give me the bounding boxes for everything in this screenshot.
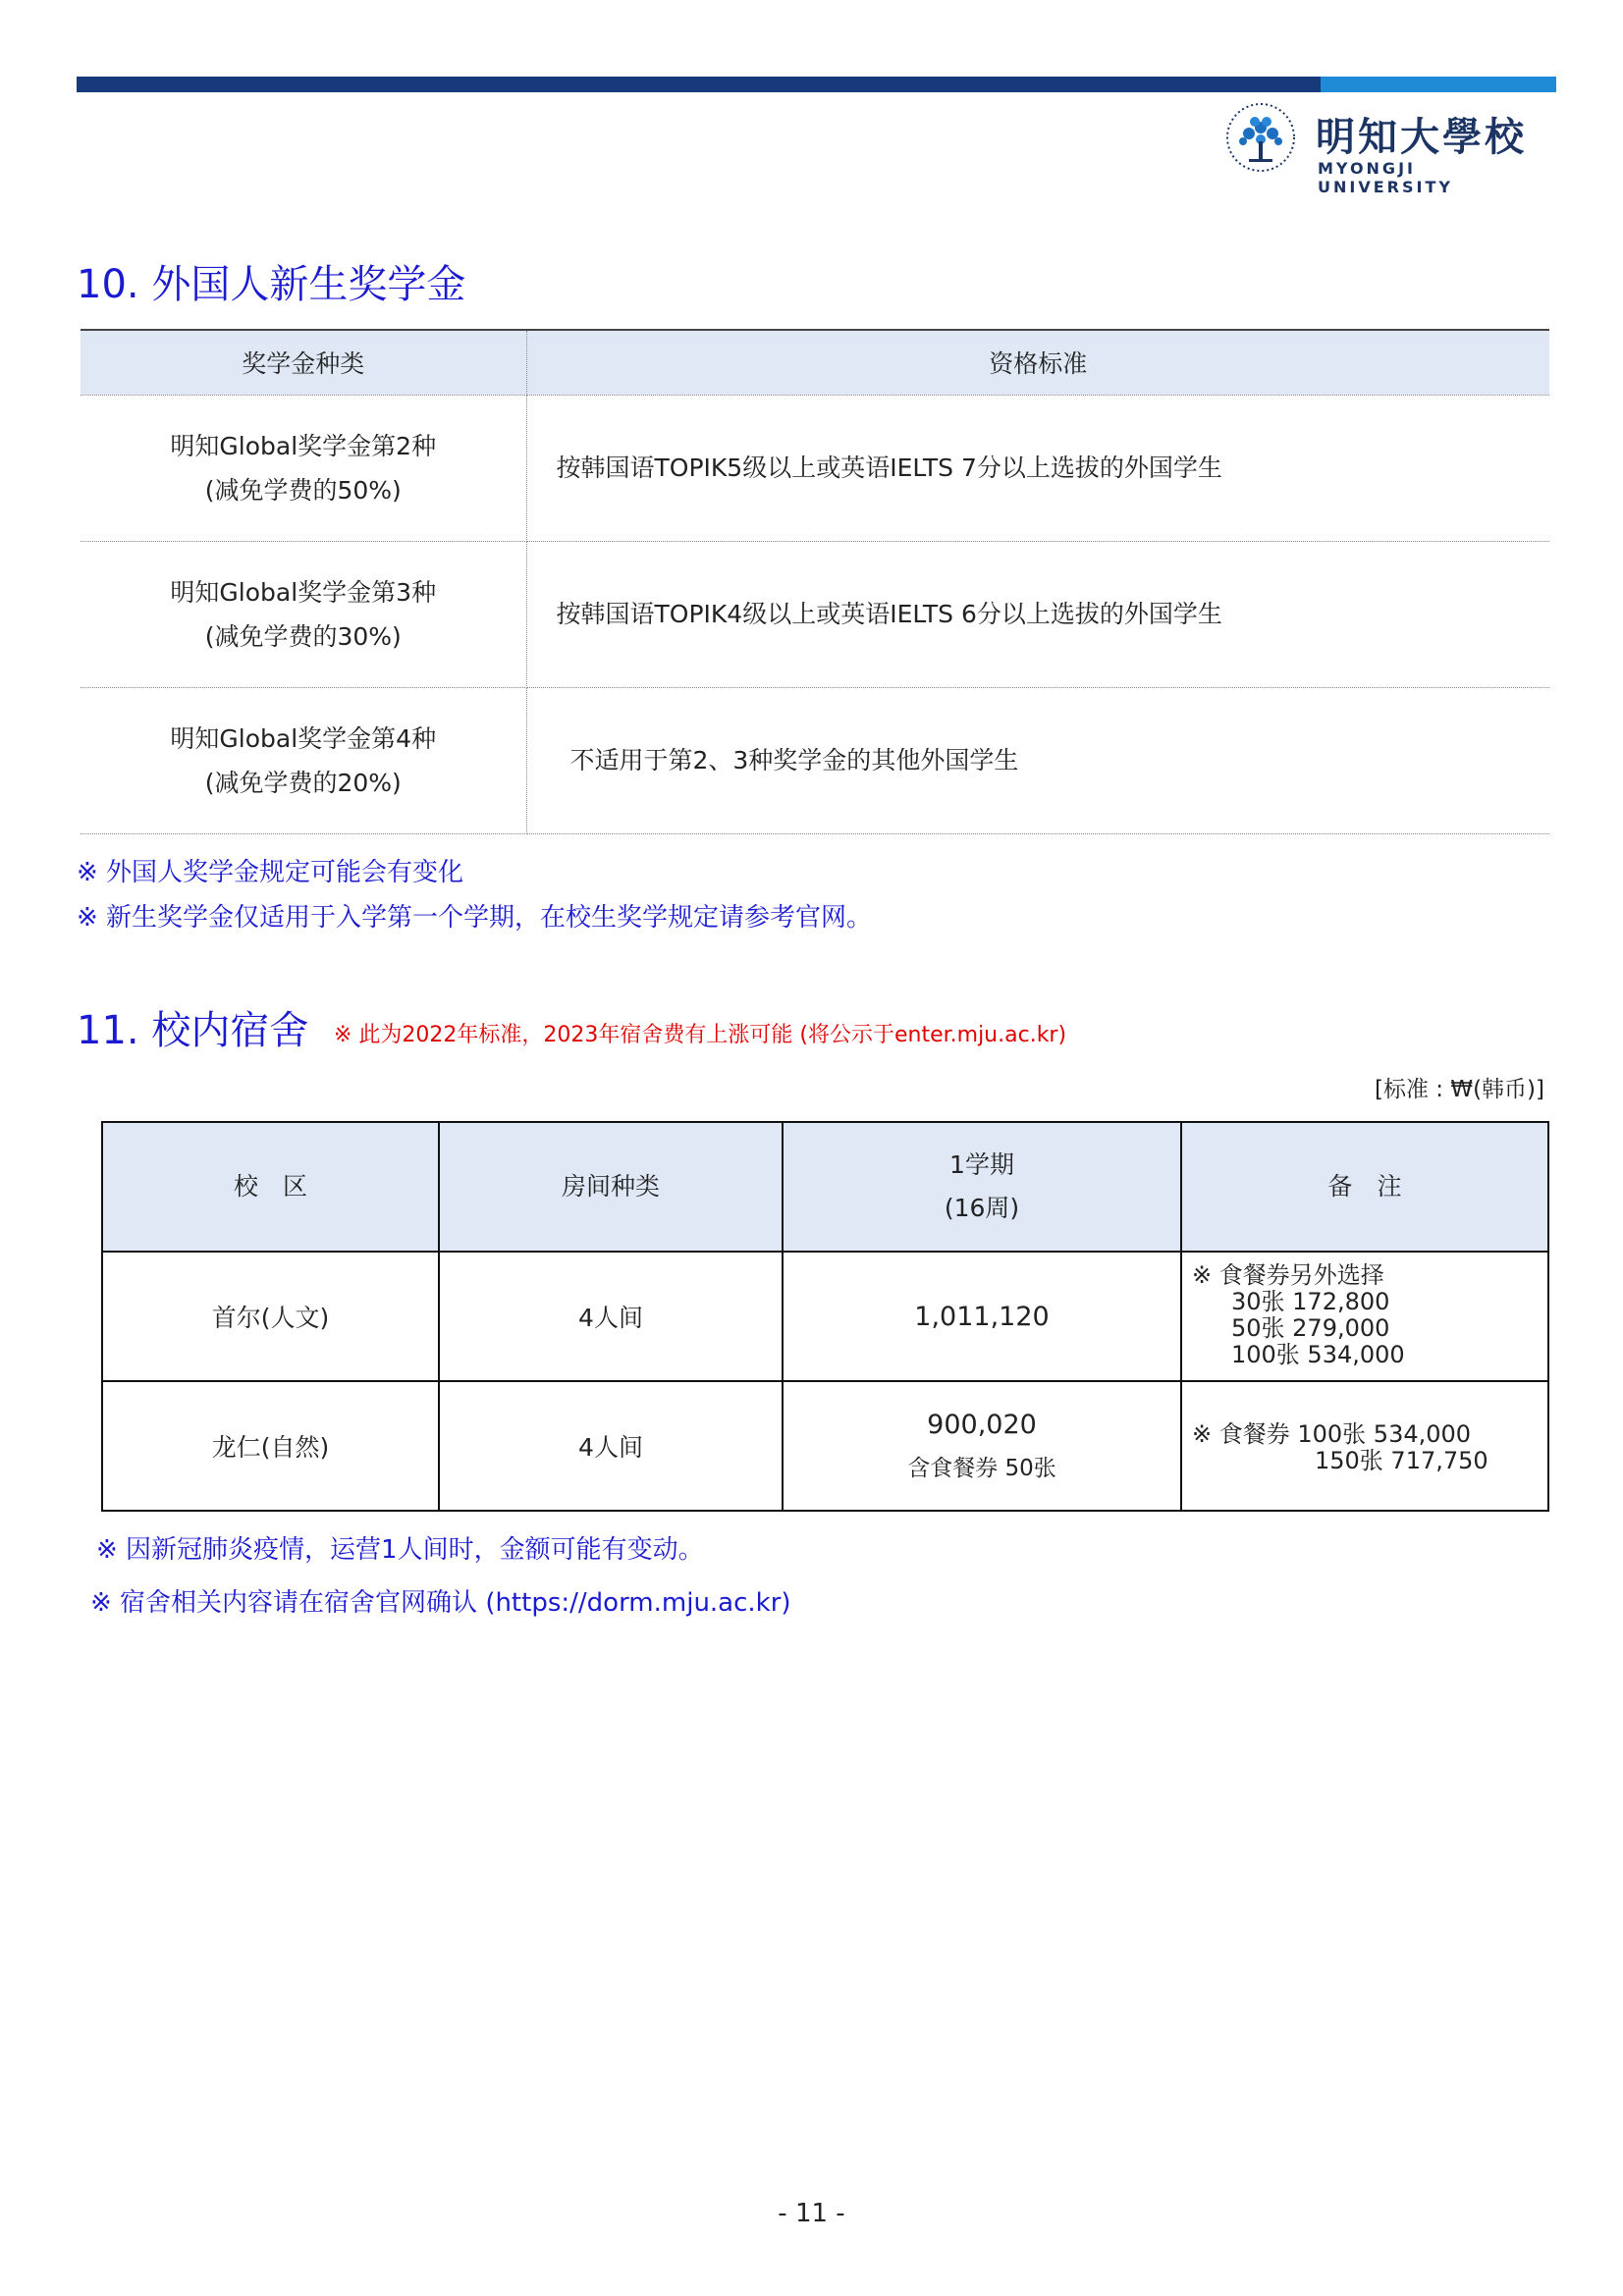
table-row [102,1381,1548,1511]
price: 1,011,120 [914,1301,1050,1332]
column-header-campus: 校 区 [102,1122,439,1252]
price-note: 含食餐券 50张 [907,1456,1056,1481]
scholarship-name: 明知Global奖学金第4种 [170,723,437,753]
table-header-row [81,330,1549,395]
dormitory-table [101,1121,1549,1512]
remark-line: ※ 食餐券 100张 534,000 [1192,1420,1472,1448]
dorm-note: ※ 宿舍相关内容请在宿舍官网确认 (https://dorm.mju.ac.kr) [90,1588,791,1618]
scholarship-table [81,329,1549,834]
page-number: - 11 - [778,2199,845,2228]
remark-cell [1181,1252,1548,1381]
currency-unit: [标准 : ₩(韩币)] [1375,1077,1545,1102]
logo-chinese-text: 明知大學校 [1316,114,1527,160]
dorm-warning: ※ 此为2022年标准，2023年宿舍费有上涨可能 (将公示于enter.mju.ac.kr) [334,1023,1067,1047]
table-row [102,1252,1548,1381]
table-header-row [102,1122,1548,1252]
term-weeks: (16周) [944,1194,1020,1222]
scholarship-name: 明知Global奖学金第2种 [170,431,437,460]
remark-line: ※ 食餐券另外选择 [1192,1261,1384,1289]
logo-english-text: MYONGJI UNIVERSITY [1318,159,1453,196]
term-label: 1学期 [949,1150,1014,1179]
scholarship-name-cell [81,541,526,687]
column-header-type: 奖学金种类 [81,330,526,395]
price-cell [783,1381,1181,1511]
remark-line: 30张 172,800 [1231,1288,1390,1315]
scholarship-name-cell [81,687,526,833]
tree-emblem-icon [1216,98,1306,183]
scholarship-criteria: 按韩国语TOPIK4级以上或英语IELTS 6分以上选拔的外国学生 [526,541,1549,687]
remark-line: 100张 534,000 [1231,1341,1405,1368]
table-row [81,541,1549,687]
table-row [81,687,1549,833]
remark-line: 150张 717,750 [1315,1447,1488,1474]
scholarship-detail: (减免学费的30%) [204,621,402,651]
campus-cell: 首尔(人文) [102,1252,439,1381]
scholarship-detail: (减免学费的50%) [204,475,402,505]
room-cell: 4人间 [439,1252,783,1381]
section-11-title: 11. 校内宿舍 [77,1008,309,1053]
dorm-note: ※ 因新冠肺炎疫情，运营1人间时，金额可能有变动。 [96,1535,704,1565]
header-bar-accent [1321,77,1556,92]
column-header-remark: 备 注 [1181,1122,1548,1252]
column-header-term [783,1122,1181,1252]
scholarship-note: ※ 外国人奖学金规定可能会有变化 [77,858,464,887]
table-row [81,395,1549,541]
scholarship-name-cell [81,395,526,541]
university-logo [1216,98,1554,196]
campus-cell: 龙仁(自然) [102,1381,439,1511]
scholarship-detail: (减免学费的20%) [204,768,402,797]
column-header-room: 房间种类 [439,1122,783,1252]
remark-line: 50张 279,000 [1231,1314,1390,1342]
scholarship-criteria: 不适用于第2、3种奖学金的其他外国学生 [526,687,1549,833]
scholarship-criteria: 按韩国语TOPIK5级以上或英语IELTS 7分以上选拔的外国学生 [526,395,1549,541]
column-header-criteria: 资格标准 [526,330,1549,395]
scholarship-name: 明知Global奖学金第3种 [170,577,437,607]
price-cell [783,1252,1181,1381]
room-cell: 4人间 [439,1381,783,1511]
section-10-title: 10. 外国人新生奖学金 [77,262,466,307]
price: 900,020 [927,1410,1037,1440]
header-bar [77,77,1321,92]
scholarship-note: ※ 新生奖学金仅适用于入学第一个学期，在校生奖学规定请参考官网。 [77,903,873,933]
remark-cell [1181,1381,1548,1511]
